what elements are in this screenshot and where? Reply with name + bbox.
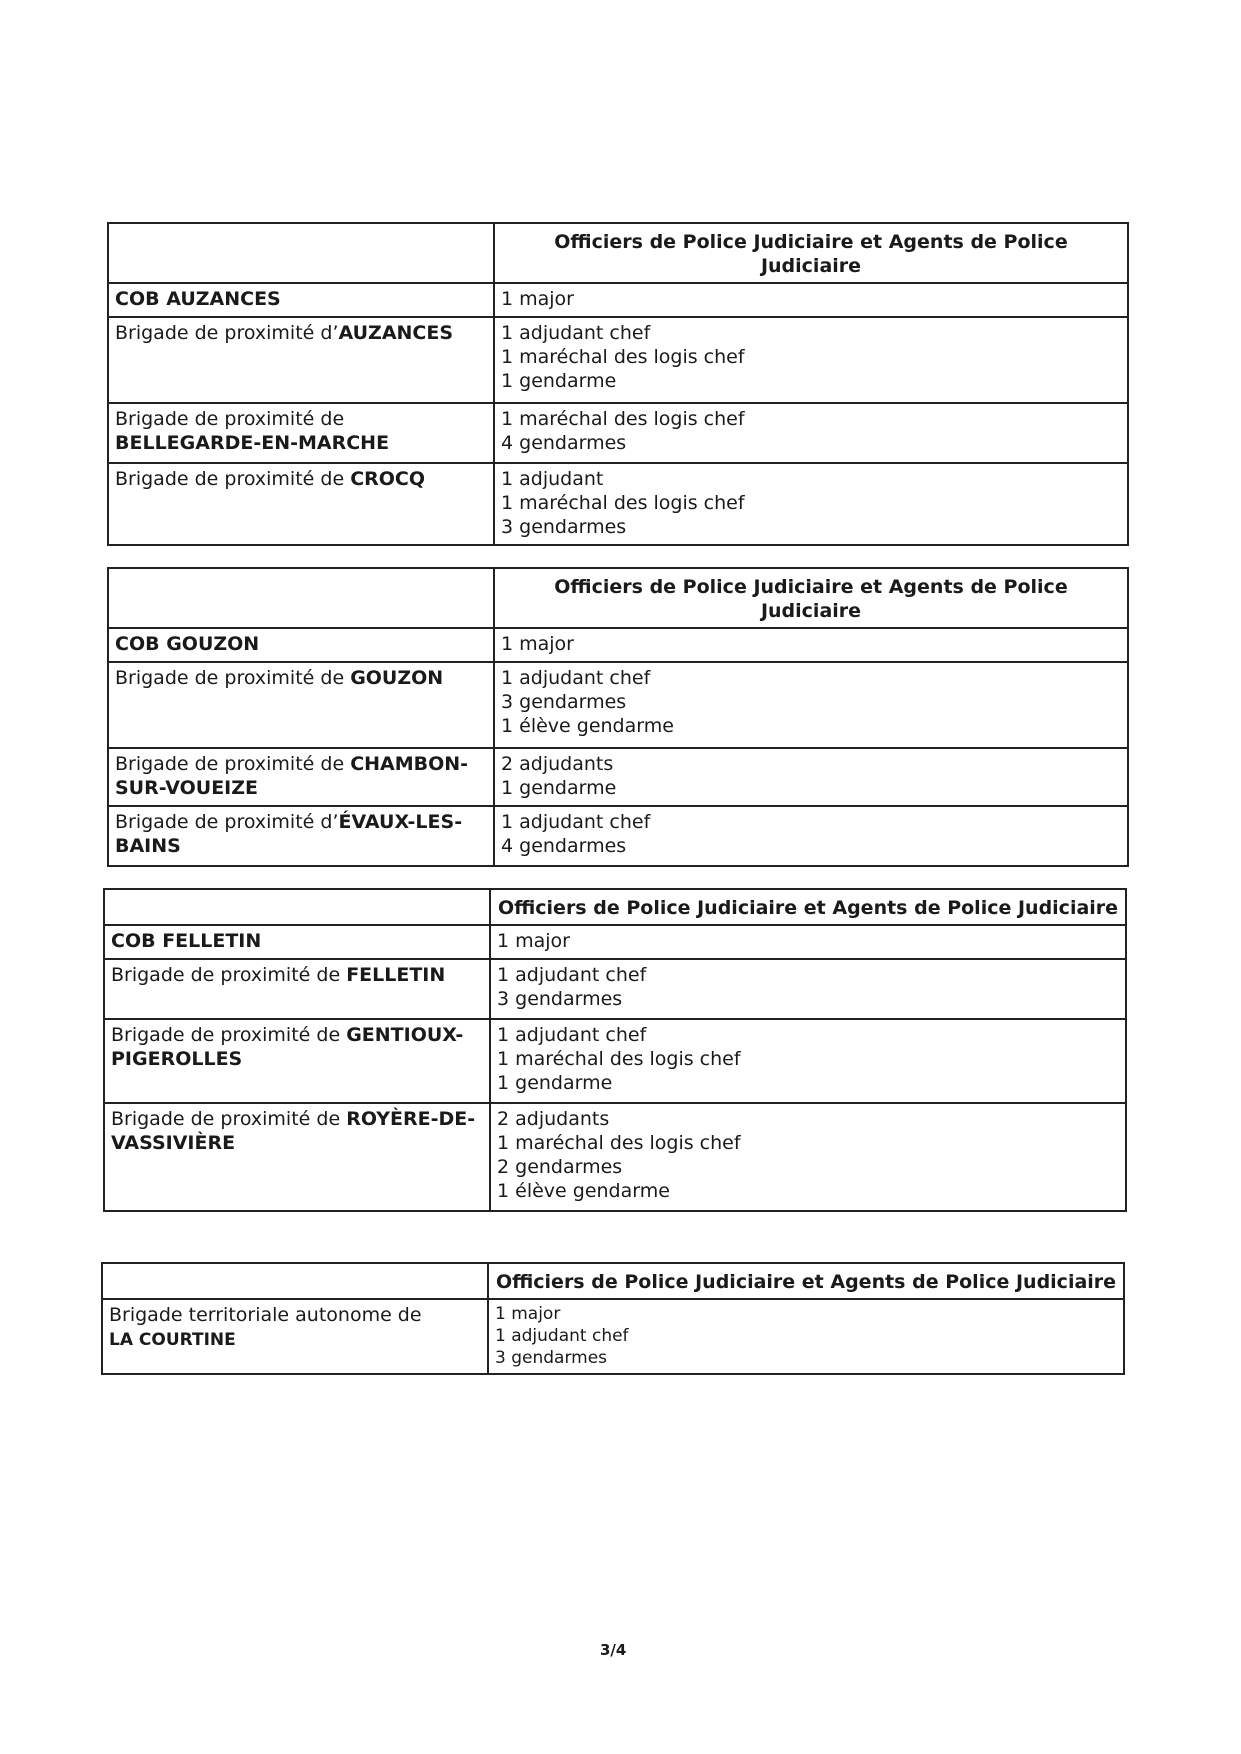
staff-line: 1 élève gendarme — [497, 1180, 670, 1202]
staff-line: 1 maréchal des logis chef — [497, 1048, 741, 1070]
staff-line: 1 adjudant chef — [497, 964, 647, 986]
table-row — [108, 748, 1128, 806]
staff-cell — [494, 806, 1128, 866]
unit-cell — [104, 959, 490, 1019]
unit-name: COB FELLETIN — [111, 930, 262, 952]
staff-line: 1 gendarme — [501, 777, 617, 799]
table-row — [104, 959, 1126, 1019]
table-header-row — [102, 1263, 1124, 1299]
unit-prefix: Brigade territoriale autonome de — [109, 1304, 422, 1326]
staff-cell — [490, 959, 1126, 1019]
staff-line: 1 adjudant chef — [501, 322, 651, 344]
unit-prefix: Brigade de proximité de — [111, 1024, 347, 1046]
unit-cell — [104, 925, 490, 959]
table-cob-gouzon — [107, 567, 1129, 867]
header-cell: Officiers de Police Judiciaire et Agents de Police Judiciaire — [494, 223, 1128, 283]
header-cell: Officiers de Police Judiciaire et Agents de Police Judiciaire — [488, 1263, 1124, 1299]
table-cob-auzances — [107, 222, 1129, 546]
table-header-row — [108, 568, 1128, 628]
unit-prefix: Brigade de proximité d’ — [115, 811, 339, 833]
unit-cell — [104, 1019, 490, 1103]
unit-prefix: Brigade de proximité de — [115, 408, 345, 430]
staff-line: 1 adjudant chef — [501, 667, 651, 689]
staff-line: 1 adjudant chef — [501, 811, 651, 833]
table-row — [102, 1299, 1124, 1374]
unit-name: BELLEGARDE-EN-MARCHE — [115, 432, 390, 454]
header-empty-cell — [104, 889, 490, 925]
table-la-courtine — [101, 1262, 1125, 1375]
table-row — [104, 925, 1126, 959]
table-row — [104, 1103, 1126, 1211]
unit-name: COB GOUZON — [115, 633, 260, 655]
unit-cell — [108, 463, 494, 545]
staff-line: 1 major — [495, 1304, 561, 1324]
staff-line: 1 major — [501, 633, 574, 655]
staff-line: 1 élève gendarme — [501, 715, 674, 737]
unit-cell — [108, 628, 494, 662]
unit-cell — [108, 283, 494, 317]
staff-line: 2 adjudants — [501, 753, 614, 775]
table-header-row — [108, 223, 1128, 283]
unit-name: AUZANCES — [338, 322, 454, 344]
page-number: 3/4 — [600, 1641, 627, 1659]
unit-name: GENTIOUX-PIGEROLLES — [111, 1024, 464, 1070]
staff-line: 1 gendarme — [497, 1072, 613, 1094]
unit-prefix: Brigade de proximité d’ — [115, 322, 339, 344]
unit-prefix: Brigade de proximité de — [115, 667, 351, 689]
staff-cell — [490, 925, 1126, 959]
staff-line: 1 adjudant chef — [495, 1326, 629, 1346]
staff-line: 3 gendarmes — [501, 516, 627, 538]
staff-cell — [494, 463, 1128, 545]
header-cell: Officiers de Police Judiciaire et Agents de Police Judiciaire — [490, 889, 1126, 925]
table-header-row — [104, 889, 1126, 925]
unit-name: CROCQ — [350, 468, 426, 490]
staff-line: 1 gendarme — [501, 370, 617, 392]
unit-cell — [108, 748, 494, 806]
table-row — [108, 463, 1128, 545]
staff-line: 1 adjudant — [501, 468, 604, 490]
unit-prefix: Brigade de proximité de — [115, 468, 351, 490]
unit-cell — [108, 806, 494, 866]
table-cob-felletin — [103, 888, 1127, 1212]
staff-line: 2 adjudants — [497, 1108, 610, 1130]
staff-cell — [488, 1299, 1124, 1374]
unit-name: ROYÈRE-DE-VASSIVIÈRE — [111, 1108, 476, 1154]
table-row — [104, 1019, 1126, 1103]
staff-cell — [494, 317, 1128, 403]
staff-line: 3 gendarmes — [501, 691, 627, 713]
unit-prefix: Brigade de proximité de — [111, 964, 347, 986]
table-row — [108, 317, 1128, 403]
staff-line: 1 maréchal des logis chef — [501, 346, 745, 368]
staff-line: 2 gendarmes — [497, 1156, 623, 1178]
staff-line: 4 gendarmes — [501, 432, 627, 454]
staff-line: 1 major — [501, 288, 574, 310]
staff-line: 1 maréchal des logis chef — [501, 408, 745, 430]
unit-cell — [104, 1103, 490, 1211]
table-row — [108, 283, 1128, 317]
staff-line: 3 gendarmes — [497, 988, 623, 1010]
staff-cell — [494, 748, 1128, 806]
staff-cell — [494, 662, 1128, 748]
table-row — [108, 806, 1128, 866]
staff-cell — [494, 283, 1128, 317]
staff-line: 1 adjudant chef — [497, 1024, 647, 1046]
unit-prefix: Brigade de proximité de — [111, 1108, 347, 1130]
staff-cell — [490, 1103, 1126, 1211]
staff-cell — [494, 403, 1128, 463]
unit-name: COB AUZANCES — [115, 288, 281, 310]
staff-line: 3 gendarmes — [495, 1348, 608, 1368]
staff-line: 1 maréchal des logis chef — [497, 1132, 741, 1154]
header-cell: Officiers de Police Judiciaire et Agents de Police Judiciaire — [494, 568, 1128, 628]
unit-cell — [108, 662, 494, 748]
header-empty-cell — [108, 568, 494, 628]
unit-cell — [108, 317, 494, 403]
unit-cell — [102, 1299, 488, 1374]
table-row — [108, 628, 1128, 662]
staff-cell — [490, 1019, 1126, 1103]
staff-cell — [494, 628, 1128, 662]
unit-name: ÉVAUX-LES-BAINS — [115, 811, 463, 857]
staff-line: 4 gendarmes — [501, 835, 627, 857]
unit-name: FELLETIN — [346, 964, 446, 986]
unit-name: CHAMBON-SUR-VOUEIZE — [115, 753, 469, 799]
table-row — [108, 662, 1128, 748]
unit-cell — [108, 403, 494, 463]
staff-line: 1 maréchal des logis chef — [501, 492, 745, 514]
header-empty-cell — [102, 1263, 488, 1299]
unit-prefix: Brigade de proximité de — [115, 753, 351, 775]
staff-line: 1 major — [497, 930, 570, 952]
unit-name: LA COURTINE — [109, 1330, 236, 1350]
header-empty-cell — [108, 223, 494, 283]
table-row — [108, 403, 1128, 463]
unit-name: GOUZON — [350, 667, 444, 689]
